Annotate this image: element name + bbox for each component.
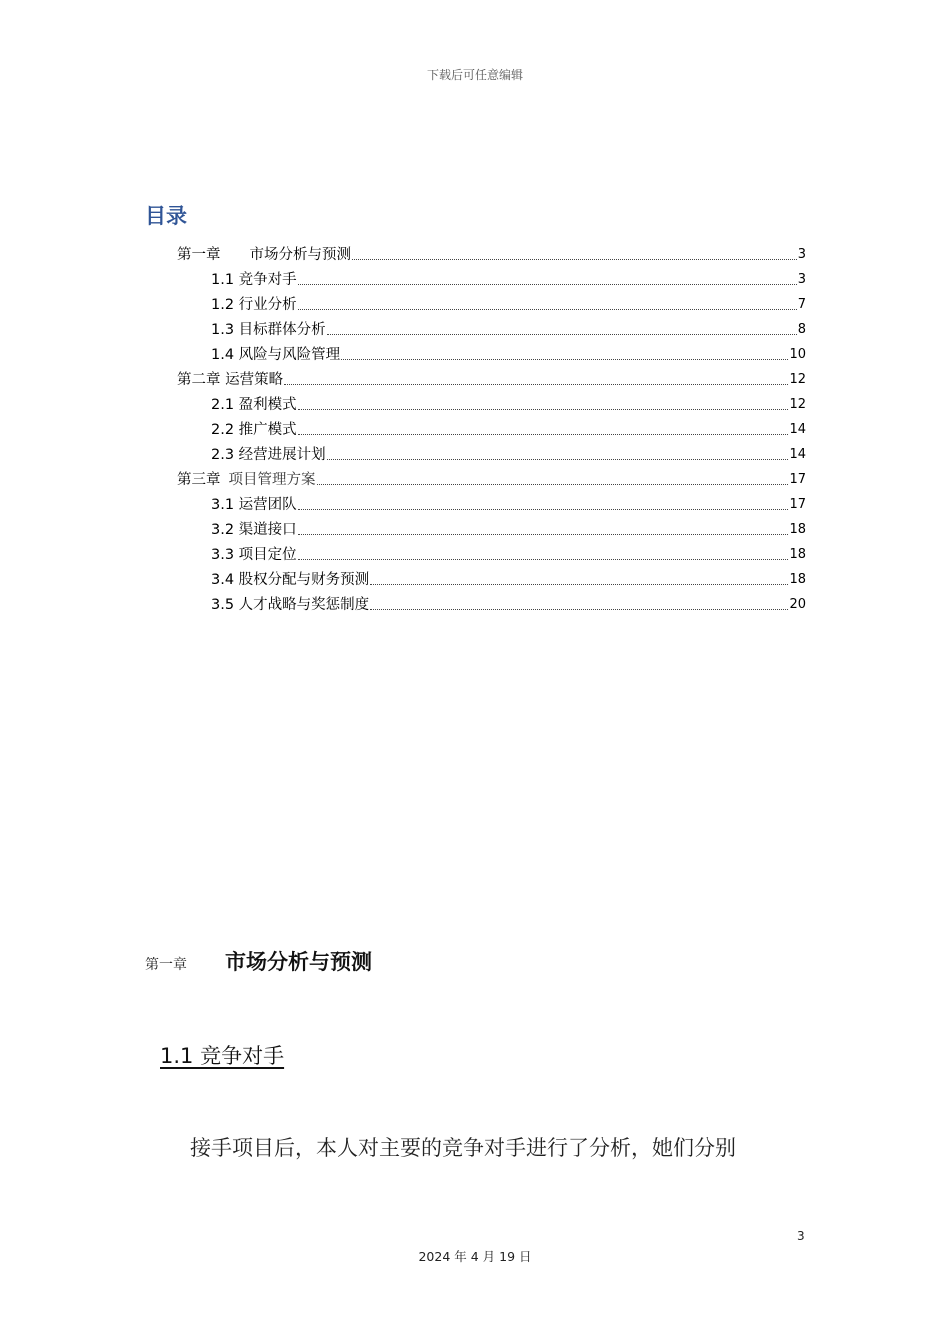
toc-entry-page: 17 [789,472,806,487]
toc-dot-leader [352,259,797,260]
toc-dot-leader [341,359,788,360]
toc-entry-page: 3 [797,247,806,262]
toc-entry-page: 3 [797,272,806,287]
toc-dot-leader [298,534,789,535]
toc-entry-label: 1.4 风险与风险管理 [211,347,341,363]
toc-entry-label: 3.5 人才战略与奖惩制度 [211,597,370,613]
toc-entry-label: 3.2 渠道接口 [211,522,297,538]
chapter-title: 市场分析与预测 [225,950,372,974]
toc-entry-1-4[interactable] [211,343,806,365]
page-number: 3 [797,1229,805,1243]
toc-entry-1-3[interactable] [211,318,806,340]
toc-entry-3-3[interactable] [211,543,806,565]
toc-dot-leader [370,584,788,585]
toc-entry-page: 12 [789,397,806,412]
toc-entry-label: 2.1 盈利模式 [211,397,297,413]
toc-entry-label: 2.3 经营进展计划 [211,447,326,463]
toc-title: 目录 [145,204,187,228]
toc-entry-label: 1.1 竞争对手 [211,272,297,288]
body-paragraph: 接手项目后，本人对主要的竞争对手进行了分析，她们分别 [190,1136,736,1160]
toc-entry-2-1[interactable] [211,393,806,415]
toc-entry-chapter-2[interactable] [177,368,806,390]
toc-dot-leader [284,384,788,385]
toc-entry-label: 3.3 项目定位 [211,547,297,563]
toc-dot-leader [298,309,797,310]
toc-entry-label: 3.4 股权分配与财务预测 [211,572,370,588]
toc-entry-label: 第一章 市场分析与预测 [177,247,351,263]
toc-dot-leader [298,284,797,285]
toc-entry-chapter-3[interactable] [177,468,806,490]
chapter-number: 第一章 [145,957,187,973]
toc-entry-page: 8 [797,322,806,337]
toc-dot-leader [298,509,789,510]
toc-entry-label: 2.2 推广模式 [211,422,297,438]
toc-entry-label: 1.2 行业分析 [211,297,297,313]
toc-entry-label: 第三章 [177,472,221,488]
toc-entry-label-title: 项目管理方案 [228,472,316,488]
footer-date: 2024 年 4 月 19 日 [418,1249,532,1264]
toc-entry-page: 10 [789,347,806,362]
toc-entry-label: 第二章 运营策略 [177,372,284,388]
toc-entry-page: 7 [797,297,806,312]
toc-entry-1-2[interactable] [211,293,806,315]
toc-entry-label: 3.1 运营团队 [211,497,297,513]
chapter-heading [145,946,372,976]
toc-entry-page: 14 [789,447,806,462]
toc-dot-leader [370,609,788,610]
toc-entry-page: 17 [789,497,806,512]
toc-entry-page: 14 [789,422,806,437]
section-heading: 1.1 竞争对手 [160,1044,285,1068]
toc-entry-label: 1.3 目标群体分析 [211,322,326,338]
toc-entry-3-1[interactable] [211,493,806,515]
toc-dot-leader [298,409,789,410]
toc-entry-page: 18 [789,547,806,562]
toc-entry-1-1[interactable] [211,268,806,290]
header-note: 下载后可任意编辑 [426,68,523,82]
toc-dot-leader [317,484,789,485]
toc-entry-chapter-1[interactable] [177,243,806,265]
toc-entry-2-2[interactable] [211,418,806,440]
toc-entry-page: 20 [789,597,806,612]
toc-dot-leader [298,434,789,435]
toc-dot-leader [327,334,797,335]
toc-entry-page: 18 [789,522,806,537]
toc-entry-3-5[interactable] [211,593,806,615]
toc-entry-2-3[interactable] [211,443,806,465]
toc-entry-page: 12 [789,372,806,387]
toc-entry-page: 18 [789,572,806,587]
toc-entry-3-4[interactable] [211,568,806,590]
toc-entry-3-2[interactable] [211,518,806,540]
toc-dot-leader [298,559,789,560]
toc-dot-leader [327,459,789,460]
